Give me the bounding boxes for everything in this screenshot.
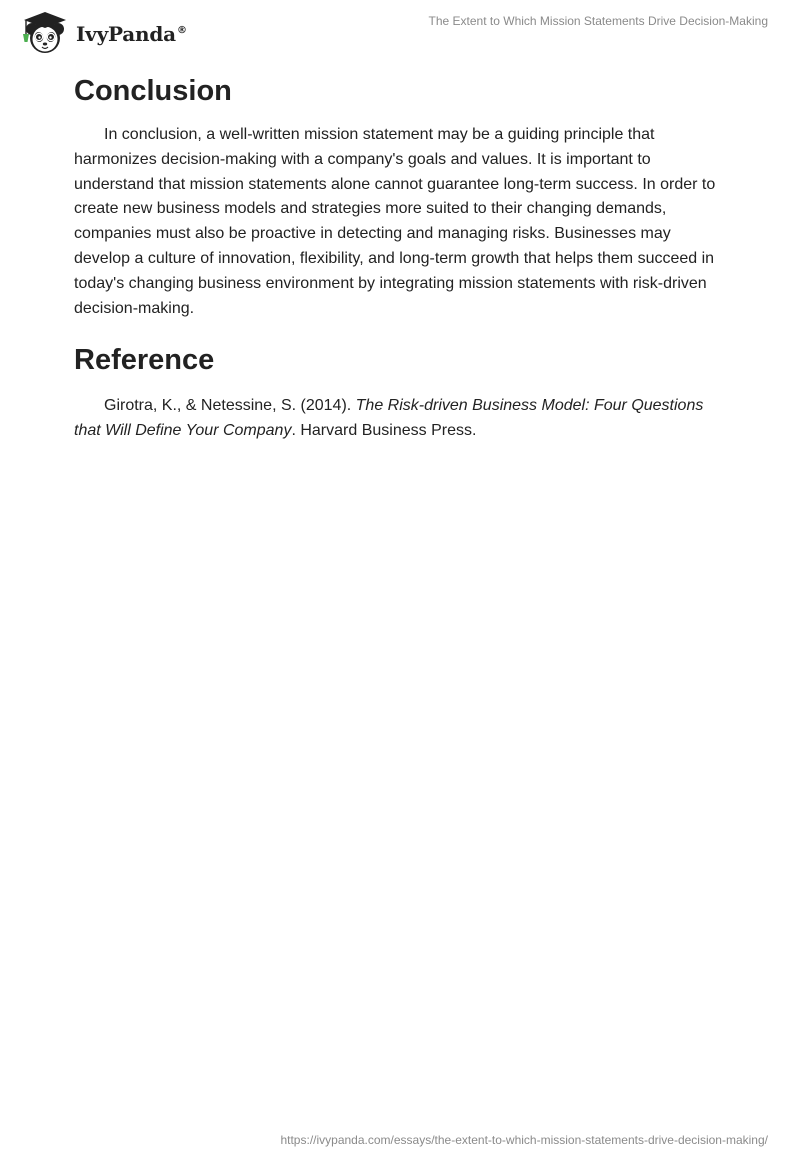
citation-publisher: . Harvard Business Press.	[291, 422, 477, 440]
citation-authors: Girotra, K., & Netessine, S. (2014).	[104, 397, 356, 415]
registered-mark: ®	[176, 25, 187, 37]
page-header	[0, 0, 800, 64]
essay-content	[74, 72, 726, 444]
panda-graduation-cap-icon	[14, 8, 74, 56]
section-heading-reference: Reference	[74, 344, 215, 377]
document-title: The Extent to Which Mission Statements Drive Decision-Making	[428, 14, 768, 28]
section-reference	[74, 341, 726, 444]
brand-name	[76, 22, 187, 46]
conclusion-paragraph: In conclusion, a well-written mission statement may be a guiding principle that harmonizes decision-making with a company's goals and values. It is important to understand that mission statements alone cannot guarantee long-term success. In order to create new business models and strategies more suited to their changing demands, companies must also be proactive in detecting and managing risks. Businesses may develop a culture of innovation, flexibility, and long-term growth that helps them succeed in today's changing business environment by integrating mission statements with risk-driven decision-making.	[74, 126, 716, 317]
citation-title: The Risk-driven Business Model: Four Questions that Will Define Your Company	[74, 397, 704, 440]
source-url[interactable]: https://ivypanda.com/essays/the-extent-to-which-mission-statements-drive-decision-making/	[280, 1133, 768, 1147]
brand-name-text: IvyPanda	[76, 22, 176, 46]
brand-logo[interactable]	[14, 8, 187, 56]
section-conclusion	[74, 72, 726, 321]
reference-citation	[74, 394, 726, 444]
section-heading-conclusion: Conclusion	[74, 75, 232, 107]
